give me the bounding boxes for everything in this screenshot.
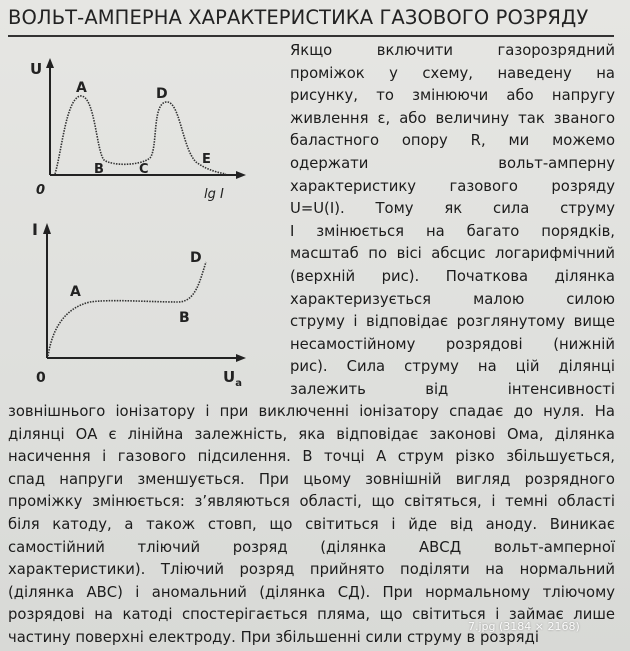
bottom-curve	[48, 262, 206, 356]
full-width-text	[8, 401, 615, 650]
right-line: Якщо включити газорозрядний	[290, 42, 615, 59]
bottom-y-label: I	[32, 220, 38, 239]
text-line: спад напруги зменшується. При цьому зовнішній вигляд розрядного	[8, 470, 615, 488]
bottom-x-label-sub: a	[235, 378, 242, 389]
right-line: живлення ε, або величину так званого	[290, 109, 615, 127]
right-line: (верхній рис). Початкова ділянка	[290, 267, 615, 285]
top-point-a: A	[76, 80, 87, 96]
right-line: I змінюється на багато порядків,	[290, 222, 615, 240]
right-line: U=U(I). Тому як сила струму	[290, 200, 615, 218]
top-graph	[30, 58, 246, 202]
bottom-x-label-main: U	[223, 368, 236, 386]
right-line: баластного опору R, ми можемо	[290, 132, 615, 150]
bottom-point-b: B	[179, 310, 190, 326]
bottom-point-a: A	[70, 284, 81, 300]
text-line: частину поверхні електроду. При збільшенні сили струму в розряді	[8, 628, 539, 646]
bottom-origin-label: 0	[36, 370, 46, 386]
right-line: характеристику газового розряду	[290, 177, 615, 195]
right-line: залежить від інтенсивності	[290, 380, 615, 398]
top-point-c: C	[139, 162, 149, 177]
top-origin-label: 0	[36, 183, 46, 198]
bottom-y-arrow	[43, 223, 51, 234]
right-line: струму і відповідає розглянутому вище	[290, 313, 615, 331]
right-column-text	[290, 40, 615, 402]
bottom-graph	[32, 220, 246, 389]
bottom-x-arrow	[236, 354, 246, 362]
top-x-arrow	[236, 171, 246, 179]
text-line: (ділянка АВС) і аномальний (ділянка СД). При нормальному тліючому	[8, 583, 615, 601]
title-underline	[8, 35, 614, 37]
bottom-point-d: D	[190, 250, 202, 266]
text-line: зовнішнього іонізатору і при виключенні іонізатору спадає до нуля. На	[8, 403, 615, 420]
right-line: рисунку, то змінюючи або напругу	[290, 87, 615, 105]
right-line: проміжок у схему, наведену на	[290, 64, 615, 82]
right-line: одержати вольт-амперну	[290, 154, 615, 172]
bottom-x-label	[223, 368, 242, 389]
right-line: несамостійному розрядові (нижній	[290, 335, 615, 353]
text-line: проміжку змінюється: з’являються області, що світяться, і темні області	[8, 493, 615, 511]
text-line: характеристики). Тліючий розряд прийнято поділяти на нормальний	[8, 561, 615, 579]
image-watermark: 7.jpg (3184 × 2168)	[468, 620, 580, 633]
right-line: характеризується малою силою	[290, 290, 615, 308]
text-line: ділянці ОА є лінійна залежність, яка відповідає законові Ома, ділянка	[8, 425, 615, 443]
text-line: насичення і газового підсилення. В точці А струм різко збільшується,	[8, 448, 615, 466]
text-line: біля катоду, а також стовп, що світиться і йде від аноду. Виникає	[8, 515, 615, 533]
text-line: самостійний тліючий розряд (ділянка АВСД вольт-амперної	[8, 538, 615, 556]
page-title: ВОЛЬТ-АМПЕРНА ХАРАКТЕРИСТИКА ГАЗОВОГО РОЗРЯДУ	[8, 6, 589, 29]
right-line: рис). Сила струму на цій ділянці	[290, 358, 615, 376]
top-y-arrow	[46, 58, 54, 68]
graphs-figure	[0, 40, 290, 400]
text-line: розрядові на катоді спостерігається пляма, що світиться і займає лише	[8, 606, 615, 624]
top-point-d: D	[156, 86, 168, 102]
top-point-e: E	[202, 152, 211, 167]
top-x-label: lg I	[204, 187, 224, 202]
top-y-label: U	[30, 60, 43, 78]
top-point-b: B	[94, 162, 104, 177]
right-line: масштаб по вісі абсцис логарифмічний	[290, 245, 615, 263]
